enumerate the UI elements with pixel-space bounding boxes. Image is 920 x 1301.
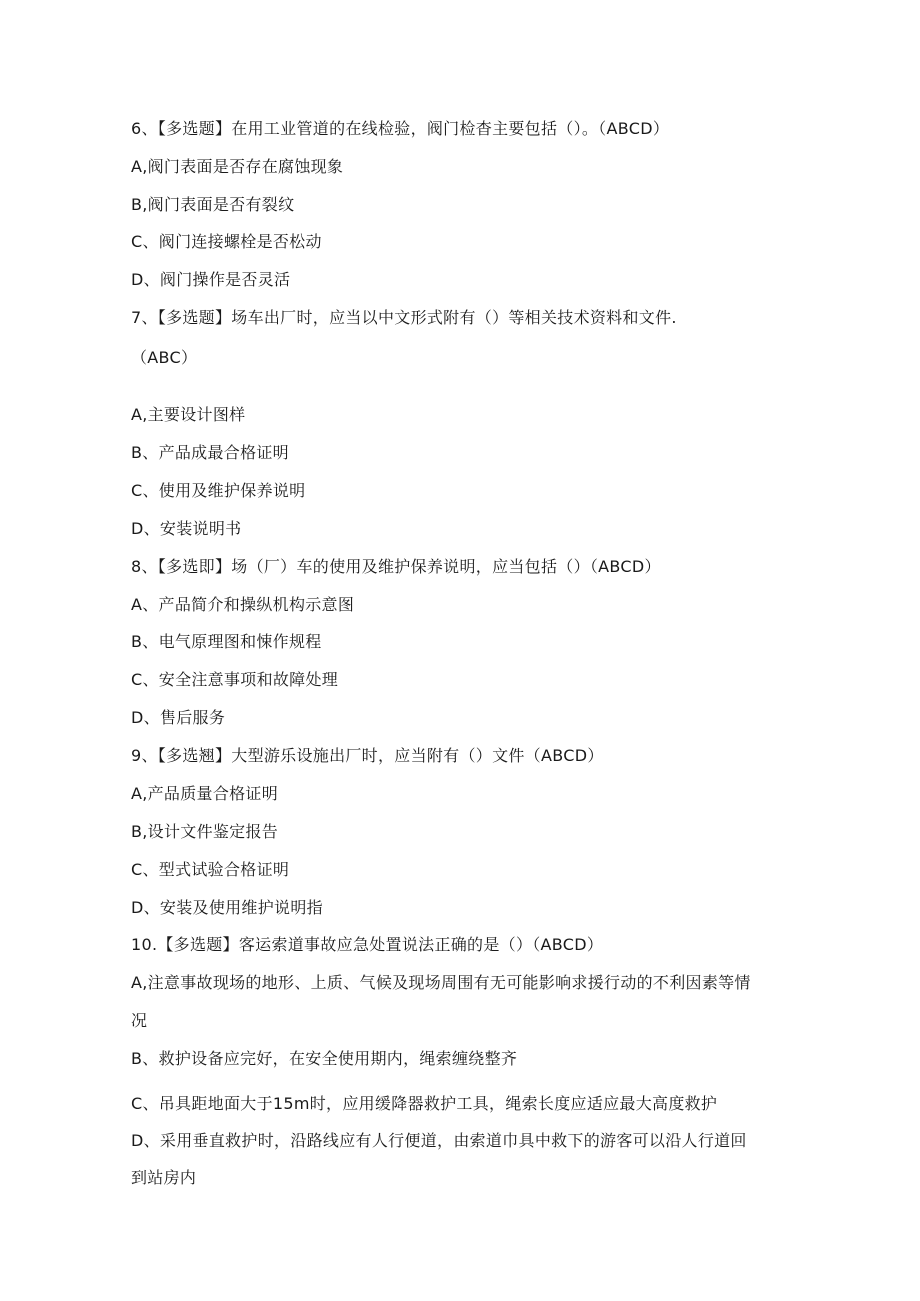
question-10-option-c: C、吊具距地面大于15m时，应用缓降器救护工具，绳索长度应适应最大高度救护 <box>131 1094 718 1113</box>
question-7-option-a: A,主要设计图样 <box>131 405 246 424</box>
question-10-option-d: D、采用垂直救护时，沿路线应有人行便道，由索道巾具中救下的游客可以沿人行道回 <box>131 1131 747 1150</box>
question-10-stem: 10.【多选题】客运索道事故应急处置说法正确的是（）（ABCD） <box>131 935 604 954</box>
question-8-option-b: B、电气原理图和悚作规程 <box>131 632 322 651</box>
question-8-option-d: D、售后服务 <box>131 708 226 727</box>
question-6-stem: 6、【多选题】在用工业管道的在线检验，阀门检杳主要包括（）。（ABCD） <box>131 119 670 138</box>
question-9-option-d: D、安装及使用维护说明指 <box>131 898 323 917</box>
question-8-stem: 8、【多选即】场（厂）车的使用及维护保养说明，应当包括（）（ABCD） <box>131 557 661 576</box>
question-7-option-c: C、使用及维护保养说明 <box>131 481 306 500</box>
question-6-option-d: D、阀门操作是否灵活 <box>131 270 291 289</box>
question-10-option-a: A,注意事故现场的地形、上质、气候及现场周围有无可能影响求援行动的不利因素等情 <box>131 973 751 992</box>
question-9-stem: 9、【多选翘】大型游乐设施出厂时，应当附有（）文件（ABCD） <box>131 746 604 765</box>
question-6-option-c: C、阀门连接螺栓是否松动 <box>131 232 322 251</box>
question-7-stem-continued: （ABC） <box>131 348 198 367</box>
question-7-option-b: B、产品成最合格证明 <box>131 443 289 462</box>
question-7-stem: 7、【多选题】场车出厂时，应当以中文形式附有（）等相关技术资料和文件. <box>131 308 677 327</box>
question-10-option-b: B、救护设备应完好，在安全使用期内，绳索缠绕整齐 <box>131 1049 518 1068</box>
question-10-option-a-continued: 况 <box>131 1011 148 1030</box>
question-6-option-a: A,阀门表面是否存在腐蚀现象 <box>131 157 344 176</box>
question-9-option-a: A,产品质量合格证明 <box>131 784 279 803</box>
question-9-option-b: B,设计文件鉴定报告 <box>131 822 279 841</box>
question-6-option-b: B,阀门表面是否有裂纹 <box>131 195 295 214</box>
question-9-option-c: C、型式试验合格证明 <box>131 860 290 879</box>
question-7-option-d: D、安装说明书 <box>131 519 242 538</box>
question-8-option-c: C、安全注意事项和故障处理 <box>131 670 339 689</box>
question-8-option-a: A、产品简介和操纵机构示意图 <box>131 595 355 614</box>
question-10-option-d-continued: 到站房内 <box>131 1168 197 1187</box>
